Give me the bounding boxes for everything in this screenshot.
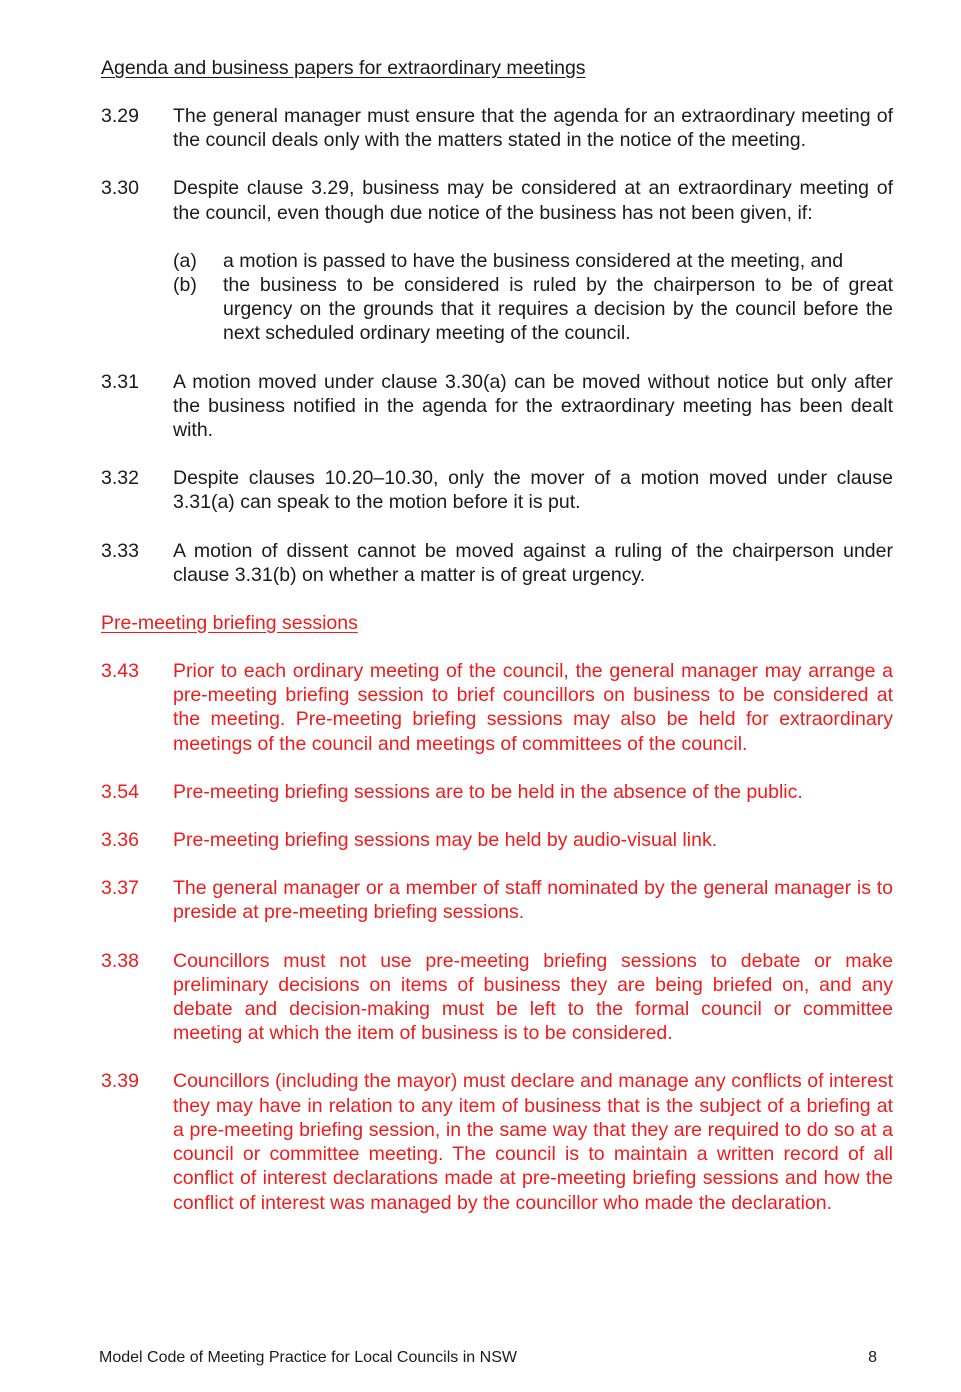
clause-number: 3.30 <box>101 177 139 200</box>
clause-3-39 <box>101 1069 893 1214</box>
subitem-text: the business to be considered is ruled by the chairperson to be of great urgency on the grounds that it requires a decision by the council before the next scheduled ordinary meeting of the council. <box>223 274 893 345</box>
clause-number: 3.33 <box>101 539 139 562</box>
clause-3-54 <box>101 780 893 804</box>
clause-number: 3.43 <box>101 660 139 683</box>
clause-3-38 <box>101 949 893 1046</box>
clause-text: A motion moved under clause 3.30(a) can be moved without notice but only after the business notified in the agenda for the extraordinary meeting has been dealt with. <box>173 370 893 442</box>
clause-number: 3.36 <box>101 829 139 852</box>
clause-text: The general manager must ensure that the agenda for an extraordinary meeting of the council deals only with the matters stated in the notice of the meeting. <box>173 105 893 152</box>
clause-number: 3.29 <box>101 105 139 127</box>
clause-3-29 <box>101 104 893 152</box>
clause-number: 3.37 <box>101 877 139 900</box>
clause-3-43 <box>101 659 893 756</box>
clause-text: Councillors must not use pre-meeting briefing sessions to debate or make preliminary decisions on items of business they are being briefed on, and any debate and decision-making must be left to the formal council or committee meeting at which the item of business is to be considered. <box>173 949 893 1045</box>
clause-3-32 <box>101 466 893 514</box>
clause-text: Pre-meeting briefing sessions are to be held in the absence of the public. <box>173 780 803 803</box>
clause-number: 3.32 <box>101 467 139 490</box>
clause-3-36 <box>101 828 893 852</box>
subitem-label: (a) <box>173 249 197 272</box>
section-heading-briefing-sessions: Pre-meeting briefing sessions <box>101 612 358 635</box>
clause-number: 3.39 <box>101 1070 139 1093</box>
subitem-label: (b) <box>173 274 197 297</box>
clause-text: Pre-meeting briefing sessions may be held by audio-visual link. <box>173 829 718 852</box>
subitem-text: a motion is passed to have the business considered at the meeting, and <box>223 249 844 272</box>
page-content <box>101 56 893 1239</box>
clause-text: Councillors (including the mayor) must declare and manage any conflicts of interest they may have in relation to any item of business that is the subject of a briefing at a pre-meeting briefing session, in the same way that they are required to do so at a council or committee meeting. The council is to maintain a written record of all conflict of interest declarations made at pre-meeting briefing sessions and how the conflict of interest was managed by the councillor who made the declaration. <box>173 1070 893 1214</box>
section-heading-extraordinary-agenda: Agenda and business papers for extraordinary meetings <box>101 57 586 79</box>
clause-text: Despite clause 3.29, business may be considered at an extraordinary meeting of the council, even though due notice of the business has not been given, if: <box>173 177 893 224</box>
subitem-b <box>173 273 893 346</box>
page-footer <box>99 1348 877 1368</box>
clause-text: Despite clauses 10.20–10.30, only the mover of a motion moved under clause 3.31(a) can speak to the motion before it is put. <box>173 467 893 514</box>
clause-3-33 <box>101 539 893 587</box>
clause-number: 3.38 <box>101 949 139 972</box>
footer-page-number: 8 <box>868 1349 877 1366</box>
clause-3-30 <box>101 176 893 345</box>
subitem-a <box>173 249 893 273</box>
clause-text: The general manager or a member of staff nominated by the general manager is to preside at pre-meeting briefing sessions. <box>173 877 893 924</box>
clause-text: Prior to each ordinary meeting of the council, the general manager may arrange a pre-meeting briefing session to brief councillors on business to be considered at the meeting. Pre-meeting briefing sessions may also be held for extraordinary meetings of the council and meetings of committees of the council. <box>173 660 893 755</box>
clause-3-31 <box>101 370 893 443</box>
clause-number: 3.54 <box>101 780 139 803</box>
clause-subitems <box>173 249 893 346</box>
footer-document-title: Model Code of Meeting Practice for Local Councils in NSW <box>99 1349 517 1366</box>
clause-text: A motion of dissent cannot be moved against a ruling of the chairperson under clause 3.31(b) on whether a matter is of great urgency. <box>173 539 893 586</box>
clause-number: 3.31 <box>101 370 139 393</box>
clause-3-37 <box>101 876 893 924</box>
